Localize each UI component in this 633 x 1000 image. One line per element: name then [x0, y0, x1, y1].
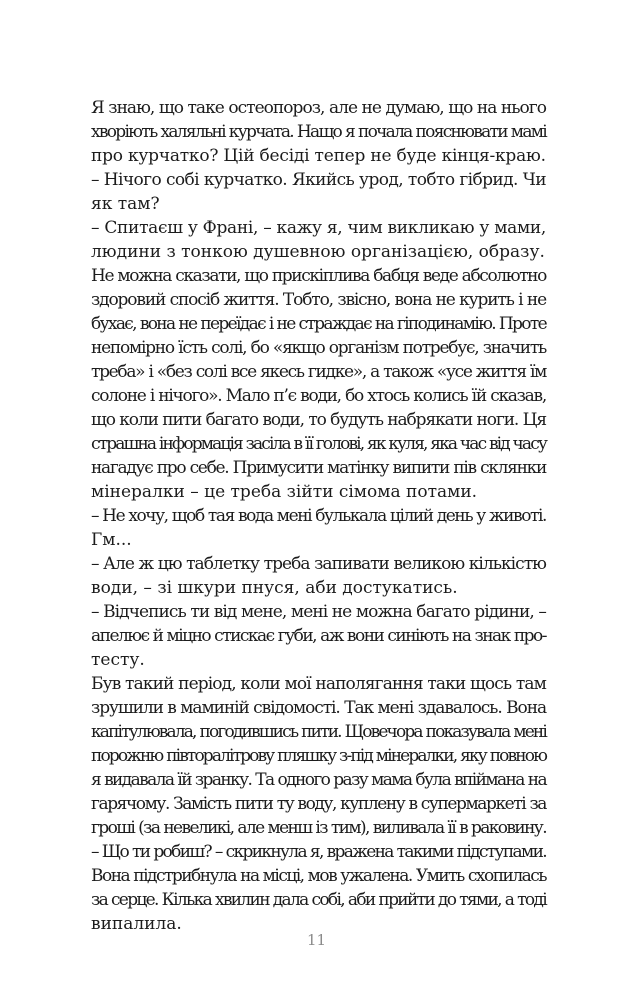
- text-line: тесту.: [91, 650, 145, 670]
- text-line: як там?: [91, 194, 160, 214]
- text-line: води, – зі шкури пнуся, аби достукатись.: [91, 578, 458, 598]
- text-line: Вона підстрибнула на місці, мов ужалена. Умить схопилась: [91, 866, 546, 886]
- text-line: апелює й міцно стискає губи, аж вони синіють на знак про-: [91, 626, 546, 646]
- text-line: Я знаю, що таке остеопороз, але не думаю, що на нього: [91, 98, 546, 118]
- text-line: солоне і нічого». Мало п’є води, бо хтось колись їй сказав,: [91, 386, 546, 406]
- text-line: Гм...: [91, 530, 132, 550]
- text-line: гарячому. Замість пити ту воду, куплену в супермаркеті за: [91, 794, 546, 814]
- text-line: гроші (за невеликі, але менш із тим), виливала її в раковину.: [91, 818, 546, 838]
- text-line: Не можна сказати, що прискіплива бабця веде абсолютно: [91, 266, 546, 286]
- text-line: що коли пити багато води, то будуть набрякати ноги. Ця: [91, 410, 546, 430]
- page-number: 11: [306, 931, 327, 949]
- text-line: – Нічого собі курчатко. Якийсь урод, тобто гібрид. Чи: [91, 170, 546, 190]
- text-line: страшна інформація засіла в її голові, як куля, яка час від часу: [91, 434, 546, 454]
- text-line: порожню півторалітрову пляшку з-під мінералки, яку повною: [91, 746, 546, 766]
- text-line: людини з тонкою душевною організацією, образу.: [91, 242, 545, 262]
- text-line: капітулювала, погодившись пити. Щовечора показувала мені: [91, 722, 546, 742]
- text-line: зрушили в маминій свідомості. Так мені здавалось. Вона: [91, 698, 546, 718]
- text-line: непомірно їсть солі, бо «якщо організм потребує, значить: [91, 338, 546, 358]
- text-line: я видавала їй зранку. Та одного разу мама була впіймана на: [91, 770, 546, 790]
- text-line: – Відчепись ти від мене, мені не можна багато рідини, –: [91, 602, 546, 622]
- body-text: [91, 96, 546, 936]
- text-line: бухає, вона не переїдає і не страждає на гіподинамію. Проте: [91, 314, 546, 334]
- text-line: про курчатко? Цій бесіді тепер не буде кінця-краю.: [91, 146, 546, 166]
- text-line: Був такий період, коли мої наполягання таки щось там: [91, 674, 546, 694]
- text-line: треба» і «без солі все якесь гидке», а також «усе життя їм: [91, 362, 546, 382]
- text-line: здоровий спосіб життя. Тобто, звісно, вона не курить і не: [91, 290, 546, 310]
- text-line: за серце. Кілька хвилин дала собі, аби прийти до тями, а тоді: [91, 890, 546, 910]
- text-line: нагадує про себе. Примусити матінку випити пів склянки: [91, 458, 546, 478]
- text-line: – Що ти робиш? – скрикнула я, вражена такими підступами.: [91, 842, 546, 862]
- text-line: випалила.: [91, 914, 182, 934]
- text-line: – Спитаєш у Франі, – кажу я, чим викликаю у мами,: [91, 218, 546, 238]
- text-line: хворіють халяльні курчата. Нащо я почала пояснювати мамі: [91, 122, 546, 142]
- text-line: мінералки – це треба зійти сімома потами.: [91, 482, 478, 502]
- text-line: – Але ж цю таблетку треба запивати великою кількістю: [91, 554, 546, 574]
- text-line: – Не хочу, щоб тая вода мені булькала цілий день у животі.: [91, 506, 546, 526]
